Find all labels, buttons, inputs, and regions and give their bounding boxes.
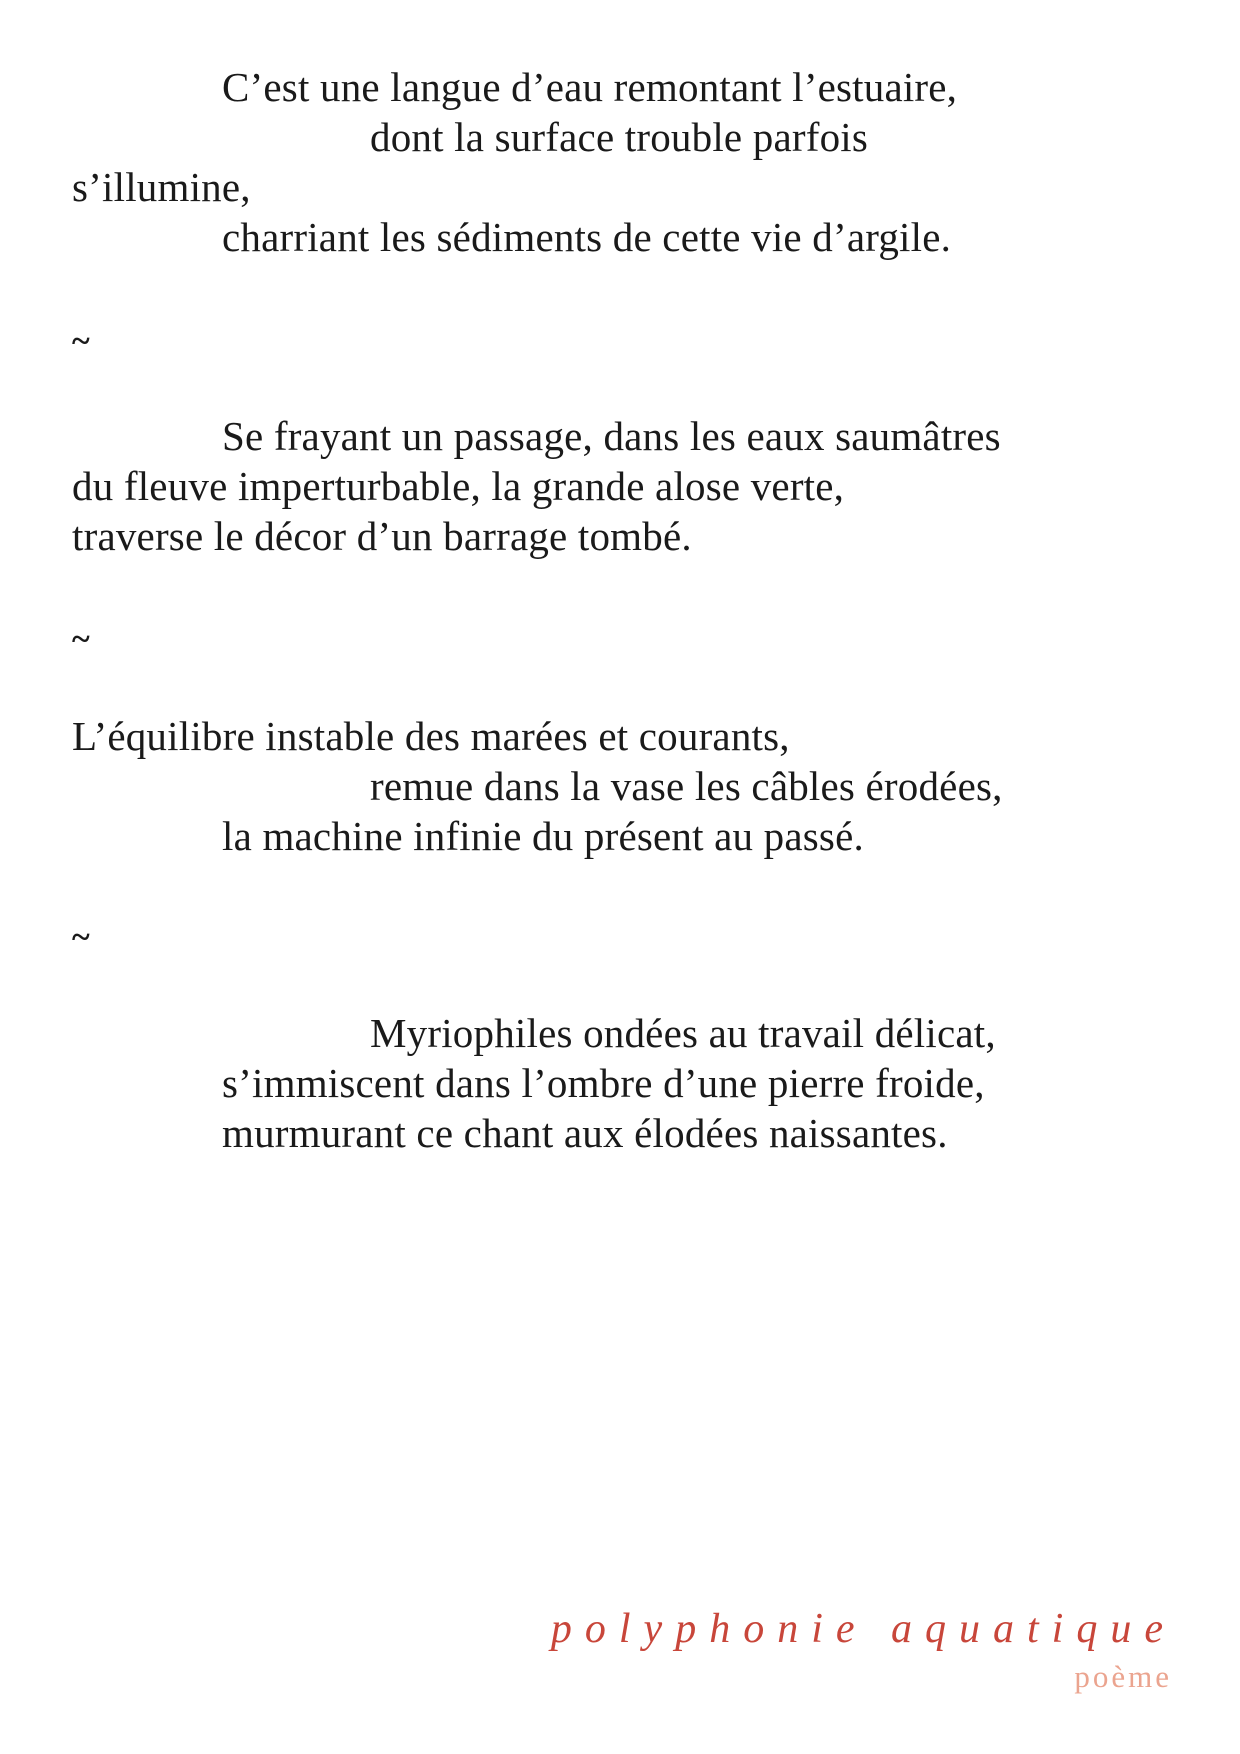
stanza-3-line-2: remue dans la vase les câbles érodées, — [370, 763, 1003, 809]
stanza-1-line-2: dont la surface trouble parfois — [370, 114, 869, 160]
separator-tilde: ~ — [72, 621, 90, 658]
separator-tilde: ~ — [72, 919, 90, 956]
stanza-2-line-1: Se frayant un passage, dans les eaux saumâtres — [222, 413, 1001, 459]
stanza-4-line-1: Myriophiles ondées au travail délicat, — [370, 1010, 996, 1056]
poem-genre-label: poème — [1074, 1659, 1172, 1694]
stanza-1-line-1: C’est une langue d’eau remontant l’estuaire, — [222, 64, 958, 110]
stanza-1-line-4: charriant les sédiments de cette vie d’argile. — [222, 214, 952, 260]
stanza-4-line-2: s’immiscent dans l’ombre d’une pierre froide, — [222, 1060, 985, 1106]
stanza-3-line-1: L’équilibre instable des marées et courants, — [72, 713, 790, 759]
stanza-2-line-2: du fleuve imperturbable, la grande alose verte, — [72, 463, 845, 509]
poem-collection-title: polyphonie aquatique — [550, 1606, 1176, 1652]
stanza-2-line-3: traverse le décor d’un barrage tombé. — [72, 513, 692, 559]
separator-tilde: ~ — [72, 323, 90, 360]
stanza-4-line-3: murmurant ce chant aux élodées naissantes. — [222, 1110, 948, 1156]
stanza-1-line-3: s’illumine, — [72, 164, 251, 210]
stanza-3-line-3: la machine infinie du présent au passé. — [222, 813, 864, 859]
